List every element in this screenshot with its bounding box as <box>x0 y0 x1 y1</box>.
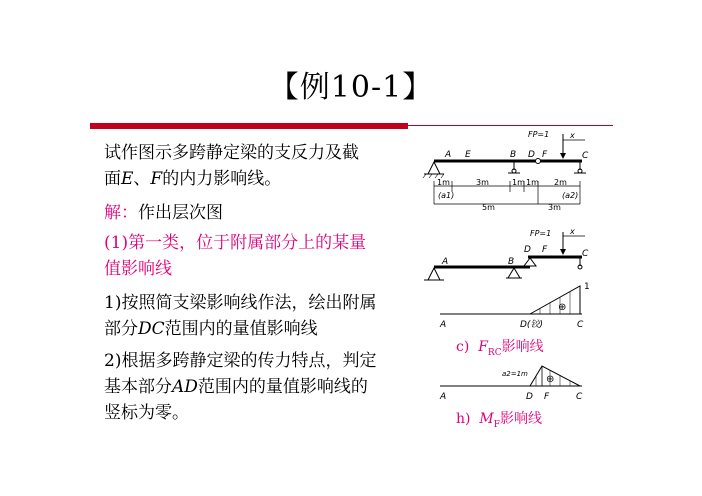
step1-line-2: 值影响线 <box>104 259 172 279</box>
dim-5m: 5m <box>482 203 495 212</box>
page-title: 【例10-1】 <box>268 70 434 105</box>
hinge-d-top <box>536 159 541 164</box>
caption-c: c) $F_{RC}$影响线 <box>456 339 544 358</box>
il-c-plus: ⊕ <box>558 302 567 313</box>
support-c-top <box>574 162 586 173</box>
step1-2-line-2: 基本部分AD范围内的量值影响线的 <box>104 377 368 397</box>
support-c-mid <box>578 258 582 269</box>
pt-a-top: A <box>445 150 452 160</box>
pt-f-top: F <box>542 150 548 160</box>
pt-c-top: C <box>582 151 589 161</box>
dim-3m-b: 3m <box>548 203 561 212</box>
il-c-pt-a: A <box>440 320 447 330</box>
il-c-pt-c: C <box>577 320 584 330</box>
dim-1m-c: 1m <box>526 178 539 187</box>
x-label-top: x <box>570 131 575 140</box>
pt-e-top: E <box>465 150 471 160</box>
support-d-mid <box>524 258 536 266</box>
pt-d-mid: D <box>524 245 531 255</box>
il-c-pt-d: D(铰) <box>520 320 543 330</box>
il-c-value: 1 <box>584 282 590 292</box>
pt-f-mid: F <box>542 245 548 255</box>
support-a-mid <box>424 268 444 280</box>
il-h-pt-f: F <box>544 392 550 402</box>
dim-1m-b: 1m <box>512 178 525 187</box>
beam-figure <box>420 124 620 414</box>
support-b-top <box>508 162 520 173</box>
step1-1-line-1: 1)按照简支梁影响线作法，绘出附属 <box>104 293 377 313</box>
dim-3m: 3m <box>476 178 489 187</box>
title-divider <box>90 123 408 129</box>
step1-2-line-3: 竖标为零。 <box>104 403 189 423</box>
x-label-mid: x <box>570 227 575 236</box>
il-c-shape <box>530 286 580 314</box>
il-h-pt-c: C <box>576 392 583 402</box>
dim-a2: (a2) <box>562 191 579 200</box>
pt-d-top: D <box>528 150 535 160</box>
load-label-top: FP=1 <box>528 130 550 139</box>
pt-b-mid: B <box>508 257 515 267</box>
pt-a-mid: A <box>442 257 449 267</box>
problem-line-1: 试作图示多跨静定梁的支反力及截 <box>104 143 359 163</box>
dim-1m-a: 1m <box>437 178 450 187</box>
step1-2-line-1: 2)根据多跨静定梁的传力特点，判定 <box>104 351 377 371</box>
caption-h: h) $M_F$影响线 <box>456 411 542 430</box>
support-b-mid <box>506 268 522 278</box>
il-h-pt-a: A <box>440 392 447 402</box>
dim-2m: 2m <box>554 178 567 187</box>
dim-a1: (a1) <box>438 191 455 200</box>
load-label-mid: FP=1 <box>530 229 552 238</box>
solution-line: 解：作出层次图 <box>104 203 223 223</box>
il-h-a2-label: a2=1m <box>502 370 528 378</box>
step1-1-line-2: 部分DC范围内的量值影响线 <box>104 319 318 339</box>
pt-c-mid: C <box>582 249 589 259</box>
solution-label: 解： <box>104 203 138 223</box>
il-h-pt-d: D <box>526 392 533 402</box>
pt-b-top: B <box>510 150 517 160</box>
il-h-plus: ⊕ <box>546 374 555 385</box>
problem-line-2: 面E、F的内力影响线。 <box>104 169 282 189</box>
il-h-shape <box>530 366 580 386</box>
step1-line-1: (1)第一类，位于附属部分上的某量 <box>104 233 367 253</box>
support-a-top <box>423 162 444 178</box>
